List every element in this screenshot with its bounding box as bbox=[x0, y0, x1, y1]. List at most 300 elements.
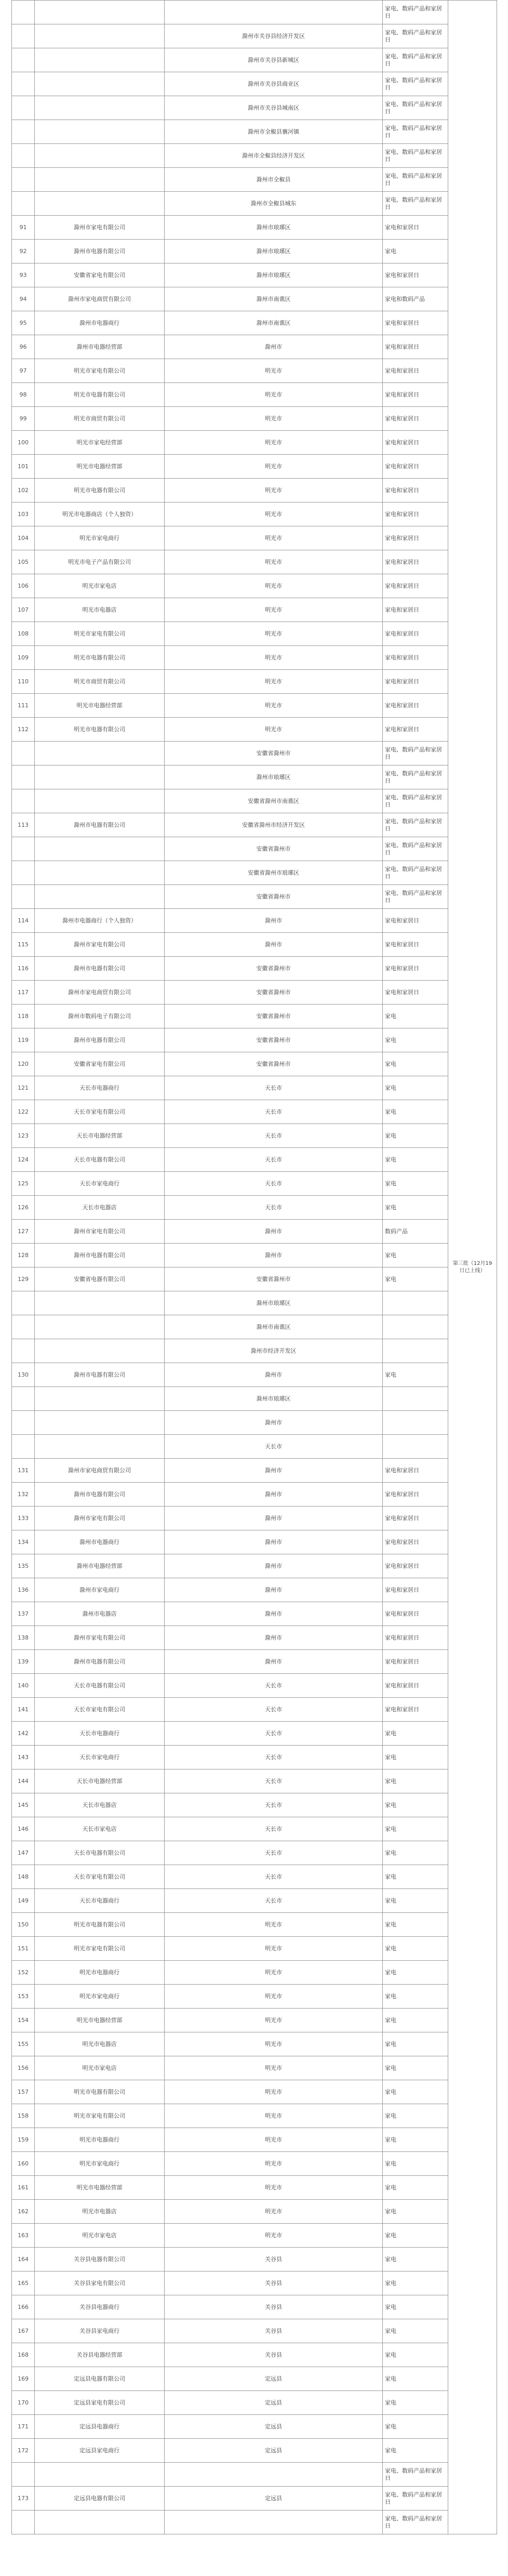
product-category: 家电 bbox=[383, 1028, 448, 1052]
row-number: 151 bbox=[12, 1937, 35, 1961]
product-category: 家电 bbox=[383, 2343, 448, 2367]
merchant-name: 滁州市电器经营部 bbox=[35, 1554, 165, 1578]
row-number: 108 bbox=[12, 622, 35, 646]
table-row bbox=[12, 1626, 497, 1650]
merchant-name: 天长市电器有限公司 bbox=[35, 1841, 165, 1865]
merchant-name: 安徽省家电有限公司 bbox=[35, 263, 165, 287]
product-category: 家电和家居日 bbox=[383, 407, 448, 431]
table-row bbox=[12, 2367, 497, 2391]
table-row bbox=[12, 1076, 497, 1100]
table-row bbox=[12, 2319, 497, 2343]
merchant-name: 明光市商贸有限公司 bbox=[35, 670, 165, 694]
table-row bbox=[12, 1698, 497, 1722]
product-category: 家电和家居日 bbox=[383, 718, 448, 742]
merchant-address: 天长市 bbox=[165, 1674, 383, 1698]
table-row bbox=[12, 503, 497, 526]
row-number: 91 bbox=[12, 216, 35, 240]
merchant-address: 天长市 bbox=[165, 1100, 383, 1124]
merchant-address: 滁州市 bbox=[165, 1507, 383, 1530]
merchant-name: 天长市电器商行 bbox=[35, 1722, 165, 1746]
product-category: 家电、数码产品和家居日 bbox=[383, 72, 448, 96]
table-row bbox=[12, 168, 497, 192]
table-row bbox=[12, 1387, 497, 1411]
merchant-address: 天长市 bbox=[165, 1865, 383, 1889]
row-number bbox=[12, 1291, 35, 1315]
row-number: 101 bbox=[12, 455, 35, 479]
row-number: 147 bbox=[12, 1841, 35, 1865]
product-category: 家电 bbox=[383, 2104, 448, 2128]
table-row bbox=[12, 1363, 497, 1387]
row-number bbox=[12, 1339, 35, 1363]
row-number: 99 bbox=[12, 407, 35, 431]
product-category bbox=[383, 1411, 448, 1435]
product-category: 家电 bbox=[383, 2032, 448, 2056]
row-number bbox=[12, 2511, 35, 2534]
row-number: 154 bbox=[12, 2009, 35, 2032]
merchant-address: 安徽省滁州市 bbox=[165, 742, 383, 765]
merchant-address: 定远县 bbox=[165, 2391, 383, 2415]
row-number: 152 bbox=[12, 1961, 35, 1985]
table-row bbox=[12, 909, 497, 933]
product-category: 家电 bbox=[383, 240, 448, 263]
row-number: 168 bbox=[12, 2343, 35, 2367]
merchant-name: 明光市电器有限公司 bbox=[35, 646, 165, 670]
product-category: 家电、数码产品和家居日 bbox=[383, 120, 448, 144]
merchant-address: 明光市 bbox=[165, 2056, 383, 2080]
row-number: 114 bbox=[12, 909, 35, 933]
table-row bbox=[12, 48, 497, 72]
product-category: 家电 bbox=[383, 2176, 448, 2200]
row-number: 165 bbox=[12, 2271, 35, 2295]
row-number: 97 bbox=[12, 359, 35, 383]
row-number: 128 bbox=[12, 1244, 35, 1267]
merchant-address: 安徽省滁州市 bbox=[165, 1267, 383, 1291]
product-category: 家电 bbox=[383, 2367, 448, 2391]
product-category: 家电和家居日 bbox=[383, 455, 448, 479]
table-row bbox=[12, 1961, 497, 1985]
product-category: 家电 bbox=[383, 1100, 448, 1124]
product-category: 家电、数码产品和家居日 bbox=[383, 789, 448, 813]
merchant-name: 明光市电器店 bbox=[35, 2032, 165, 2056]
product-category: 家电和家居日 bbox=[383, 622, 448, 646]
merchant-address: 滁州市琅琊区 bbox=[165, 1387, 383, 1411]
row-number: 116 bbox=[12, 957, 35, 981]
merchant-address: 滁州市全椒县襄河镇 bbox=[165, 120, 383, 144]
table-row bbox=[12, 718, 497, 742]
merchant-name: 滁州市电器有限公司 bbox=[35, 240, 165, 263]
merchant-address: 定远县 bbox=[165, 2415, 383, 2439]
table-row bbox=[12, 1005, 497, 1028]
table-row bbox=[12, 24, 497, 48]
merchant-address: 滁州市 bbox=[165, 1554, 383, 1578]
merchant-name: 明光市家电有限公司 bbox=[35, 2104, 165, 2128]
row-number bbox=[12, 144, 35, 168]
merchant-name: 安徽省电器有限公司 bbox=[35, 1267, 165, 1291]
product-category: 家电、数码产品和家居日 bbox=[383, 2511, 448, 2534]
merchant-address: 关谷县 bbox=[165, 2295, 383, 2319]
product-category: 家电和家居日 bbox=[383, 1650, 448, 1674]
product-category: 家电、数码产品和家居日 bbox=[383, 2487, 448, 2511]
merchant-name bbox=[35, 72, 165, 96]
product-category: 家电和家居日 bbox=[383, 1578, 448, 1602]
table-row bbox=[12, 1267, 497, 1291]
row-number: 163 bbox=[12, 2224, 35, 2248]
product-category: 家电和家居日 bbox=[383, 1674, 448, 1698]
row-number bbox=[12, 837, 35, 861]
merchant-address: 滁州市 bbox=[165, 1626, 383, 1650]
product-category: 家电、数码产品和家居日 bbox=[383, 861, 448, 885]
merchant-address: 滁州市 bbox=[165, 933, 383, 957]
table-row bbox=[12, 622, 497, 646]
table-row bbox=[12, 694, 497, 718]
row-number: 149 bbox=[12, 1889, 35, 1913]
merchant-address bbox=[165, 1, 383, 24]
merchant-name: 明光市电器有限公司 bbox=[35, 2080, 165, 2104]
row-number bbox=[12, 861, 35, 885]
product-category: 家电 bbox=[383, 1052, 448, 1076]
merchant-address: 滁州市 bbox=[165, 1602, 383, 1626]
row-number: 157 bbox=[12, 2080, 35, 2104]
product-category bbox=[383, 1387, 448, 1411]
product-category: 家电 bbox=[383, 1267, 448, 1291]
merchant-address: 滁州市琅琊区 bbox=[165, 216, 383, 240]
table-row bbox=[12, 120, 497, 144]
merchant-address: 明光市 bbox=[165, 1985, 383, 2009]
product-category: 家电 bbox=[383, 2128, 448, 2152]
table-row bbox=[12, 1937, 497, 1961]
product-category: 家电 bbox=[383, 1124, 448, 1148]
table-row bbox=[12, 670, 497, 694]
merchant-name: 明光市家电有限公司 bbox=[35, 359, 165, 383]
table-row bbox=[12, 2511, 497, 2534]
table-row bbox=[12, 1650, 497, 1674]
merchant-name: 明光市电器经营部 bbox=[35, 455, 165, 479]
merchant-name bbox=[35, 144, 165, 168]
product-category: 家电、数码产品和家居日 bbox=[383, 144, 448, 168]
product-category: 家电和家居日 bbox=[383, 1698, 448, 1722]
merchant-address: 滁州市 bbox=[165, 1578, 383, 1602]
merchant-address: 明光市 bbox=[165, 718, 383, 742]
table-row bbox=[12, 2415, 497, 2439]
merchant-address: 滁州市琅琊区 bbox=[165, 263, 383, 287]
table-row bbox=[12, 861, 497, 885]
row-number: 96 bbox=[12, 335, 35, 359]
row-number: 113 bbox=[12, 813, 35, 837]
merchant-address: 天长市 bbox=[165, 1698, 383, 1722]
row-number: 124 bbox=[12, 1148, 35, 1172]
merchant-name: 滁州市电器有限公司 bbox=[35, 1650, 165, 1674]
table-row bbox=[12, 1052, 497, 1076]
table-row bbox=[12, 1220, 497, 1244]
merchant-name: 滁州市电器有限公司 bbox=[35, 1028, 165, 1052]
row-number: 172 bbox=[12, 2439, 35, 2463]
merchant-address: 明光市 bbox=[165, 2176, 383, 2200]
product-category: 家电和家居日 bbox=[383, 479, 448, 503]
row-number: 169 bbox=[12, 2367, 35, 2391]
product-category: 家电和家居日 bbox=[383, 503, 448, 526]
merchant-address: 天长市 bbox=[165, 1889, 383, 1913]
merchant-name: 滁州市电器商行（个人独资） bbox=[35, 909, 165, 933]
table-row bbox=[12, 1889, 497, 1913]
product-category: 家电、数码产品和家居日 bbox=[383, 885, 448, 909]
row-number: 150 bbox=[12, 1913, 35, 1937]
merchant-name: 明光市家电经营部 bbox=[35, 431, 165, 455]
table-row bbox=[12, 2463, 497, 2487]
merchant-address: 安徽省滁州市 bbox=[165, 981, 383, 1005]
merchant-address: 滁州市 bbox=[165, 335, 383, 359]
merchant-address: 安徽省滁州市 bbox=[165, 1028, 383, 1052]
product-category: 家电 bbox=[383, 1961, 448, 1985]
merchant-name: 定远县电器有限公司 bbox=[35, 2487, 165, 2511]
product-category: 家电和家居日 bbox=[383, 598, 448, 622]
product-category: 家电 bbox=[383, 2319, 448, 2343]
merchant-address: 安徽省滁州市 bbox=[165, 1052, 383, 1076]
row-number bbox=[12, 1315, 35, 1339]
product-category: 家电和家居日 bbox=[383, 1602, 448, 1626]
table-row bbox=[12, 1435, 497, 1459]
row-number: 159 bbox=[12, 2128, 35, 2152]
table-row bbox=[12, 1817, 497, 1841]
merchant-name: 明光市家电商行 bbox=[35, 526, 165, 550]
row-number: 131 bbox=[12, 1459, 35, 1483]
table-row bbox=[12, 455, 497, 479]
merchant-name: 滁州市电器商行 bbox=[35, 1530, 165, 1554]
table-row bbox=[12, 1578, 497, 1602]
merchant-address: 滁州市琅琊区 bbox=[165, 1291, 383, 1315]
row-number: 166 bbox=[12, 2295, 35, 2319]
merchant-name: 天长市电器经营部 bbox=[35, 1769, 165, 1793]
row-number: 144 bbox=[12, 1769, 35, 1793]
merchant-name: 关谷县电器商行 bbox=[35, 2295, 165, 2319]
product-category: 家电 bbox=[383, 2439, 448, 2463]
table-row bbox=[12, 957, 497, 981]
table-row bbox=[12, 742, 497, 765]
row-number: 121 bbox=[12, 1076, 35, 1100]
row-number: 107 bbox=[12, 598, 35, 622]
merchant-address: 明光市 bbox=[165, 550, 383, 574]
table-row bbox=[12, 2224, 497, 2248]
product-category: 家电、数码产品和家居日 bbox=[383, 1, 448, 24]
merchant-name bbox=[35, 765, 165, 789]
product-category: 家电和家居日 bbox=[383, 335, 448, 359]
merchant-name: 滁州市家电有限公司 bbox=[35, 1626, 165, 1650]
merchant-name: 天长市家电商行 bbox=[35, 1172, 165, 1196]
merchant-name bbox=[35, 1435, 165, 1459]
row-number: 126 bbox=[12, 1196, 35, 1220]
table-row bbox=[12, 1793, 497, 1817]
merchant-address: 明光市 bbox=[165, 503, 383, 526]
row-number: 110 bbox=[12, 670, 35, 694]
merchant-address: 明光市 bbox=[165, 598, 383, 622]
row-number: 161 bbox=[12, 2176, 35, 2200]
merchant-name: 明光市家电店 bbox=[35, 2224, 165, 2248]
merchant-address: 滁州市关谷县新城区 bbox=[165, 48, 383, 72]
table-row bbox=[12, 1769, 497, 1793]
table-row bbox=[12, 96, 497, 120]
merchant-address: 明光市 bbox=[165, 574, 383, 598]
merchant-name: 明光市电器有限公司 bbox=[35, 1913, 165, 1937]
merchant-address: 明光市 bbox=[165, 2128, 383, 2152]
table-row bbox=[12, 885, 497, 909]
table-row bbox=[12, 765, 497, 789]
merchant-address: 滁州市全椒县城东 bbox=[165, 192, 383, 216]
row-number: 135 bbox=[12, 1554, 35, 1578]
row-number: 173 bbox=[12, 2487, 35, 2511]
merchant-address: 滁州市关谷县商业区 bbox=[165, 72, 383, 96]
product-category: 家电和家居日 bbox=[383, 646, 448, 670]
product-category: 家电、数码产品和家居日 bbox=[383, 192, 448, 216]
product-category: 家电和家居日 bbox=[383, 216, 448, 240]
product-category: 家电 bbox=[383, 1985, 448, 2009]
product-category bbox=[383, 1339, 448, 1363]
table-row bbox=[12, 1, 497, 24]
product-category: 家电 bbox=[383, 2200, 448, 2224]
merchant-name bbox=[35, 1339, 165, 1363]
merchant-address: 明光市 bbox=[165, 646, 383, 670]
product-category: 家电和家居日 bbox=[383, 981, 448, 1005]
merchant-name bbox=[35, 24, 165, 48]
merchant-address: 安徽省滁州市 bbox=[165, 837, 383, 861]
product-category: 家电 bbox=[383, 1841, 448, 1865]
row-number: 127 bbox=[12, 1220, 35, 1244]
merchant-name: 滁州市数码电子有限公司 bbox=[35, 1005, 165, 1028]
merchant-address: 滁州市 bbox=[165, 1530, 383, 1554]
merchant-address bbox=[165, 2511, 383, 2534]
merchant-name: 定远县家电有限公司 bbox=[35, 2391, 165, 2415]
merchant-name: 天长市家电商行 bbox=[35, 1746, 165, 1769]
merchant-address: 滁州市全椒县经济开发区 bbox=[165, 144, 383, 168]
merchant-address: 定远县 bbox=[165, 2487, 383, 2511]
row-number: 118 bbox=[12, 1005, 35, 1028]
merchant-name: 滁州市电器有限公司 bbox=[35, 1244, 165, 1267]
merchant-address: 明光市 bbox=[165, 670, 383, 694]
table-row bbox=[12, 598, 497, 622]
merchant-address: 明光市 bbox=[165, 2200, 383, 2224]
merchant-address: 定远县 bbox=[165, 2367, 383, 2391]
row-number: 115 bbox=[12, 933, 35, 957]
table-row bbox=[12, 1554, 497, 1578]
merchant-name: 明光市电器店 bbox=[35, 598, 165, 622]
row-number: 92 bbox=[12, 240, 35, 263]
row-number: 133 bbox=[12, 1507, 35, 1530]
merchant-name bbox=[35, 168, 165, 192]
row-number: 142 bbox=[12, 1722, 35, 1746]
merchant-name: 天长市电器商行 bbox=[35, 1889, 165, 1913]
product-category: 家电、数码产品和家居日 bbox=[383, 765, 448, 789]
row-number bbox=[12, 1, 35, 24]
product-category: 家电 bbox=[383, 1363, 448, 1387]
product-category: 家电和家居日 bbox=[383, 263, 448, 287]
product-category: 家电 bbox=[383, 1746, 448, 1769]
product-category: 家电 bbox=[383, 2056, 448, 2080]
merchant-address: 天长市 bbox=[165, 1076, 383, 1100]
table-row bbox=[12, 216, 497, 240]
table-row bbox=[12, 1913, 497, 1937]
row-number: 120 bbox=[12, 1052, 35, 1076]
merchant-name: 滁州市电器商行 bbox=[35, 311, 165, 335]
merchant-name: 明光市电器经营部 bbox=[35, 2009, 165, 2032]
row-number: 164 bbox=[12, 2248, 35, 2271]
merchant-address: 关谷县 bbox=[165, 2319, 383, 2343]
product-category: 家电和家居日 bbox=[383, 1507, 448, 1530]
table-row bbox=[12, 1339, 497, 1363]
product-category: 家电、数码产品和家居日 bbox=[383, 24, 448, 48]
merchant-address: 明光市 bbox=[165, 455, 383, 479]
table-row bbox=[12, 1315, 497, 1339]
table-row bbox=[12, 2295, 497, 2319]
row-number: 104 bbox=[12, 526, 35, 550]
table-row bbox=[12, 1841, 497, 1865]
batch-label: 第三批（12月19日已上线） bbox=[448, 1, 497, 2534]
merchant-name bbox=[35, 1315, 165, 1339]
table-row bbox=[12, 1459, 497, 1483]
row-number: 140 bbox=[12, 1674, 35, 1698]
row-number: 125 bbox=[12, 1172, 35, 1196]
merchant-name: 明光市电器有限公司 bbox=[35, 479, 165, 503]
row-number: 146 bbox=[12, 1817, 35, 1841]
merchant-name: 天长市电器经营部 bbox=[35, 1124, 165, 1148]
table-row bbox=[12, 2104, 497, 2128]
row-number: 132 bbox=[12, 1483, 35, 1507]
merchant-address bbox=[165, 2463, 383, 2487]
product-category: 家电和家居日 bbox=[383, 431, 448, 455]
row-number: 143 bbox=[12, 1746, 35, 1769]
merchant-address: 滁州市关谷县城南区 bbox=[165, 96, 383, 120]
table-row bbox=[12, 1602, 497, 1626]
merchant-name: 明光市电子产品有限公司 bbox=[35, 550, 165, 574]
product-category: 家电 bbox=[383, 2415, 448, 2439]
table-row bbox=[12, 263, 497, 287]
product-category: 家电和家居日 bbox=[383, 694, 448, 718]
table-row bbox=[12, 383, 497, 407]
merchant-name: 明光市电器店 bbox=[35, 2200, 165, 2224]
row-number: 155 bbox=[12, 2032, 35, 2056]
product-category: 数码产品 bbox=[383, 1220, 448, 1244]
merchant-address: 滁州市全椒县 bbox=[165, 168, 383, 192]
merchant-address: 天长市 bbox=[165, 1793, 383, 1817]
merchant-name bbox=[35, 120, 165, 144]
product-category: 家电 bbox=[383, 1172, 448, 1196]
merchant-address: 滁州市南谯区 bbox=[165, 287, 383, 311]
row-number: 171 bbox=[12, 2415, 35, 2439]
row-number bbox=[12, 192, 35, 216]
row-number bbox=[12, 72, 35, 96]
merchant-name: 滁州市电器经营部 bbox=[35, 335, 165, 359]
table-row bbox=[12, 240, 497, 263]
merchant-name: 明光市电器商行 bbox=[35, 1961, 165, 1985]
row-number: 119 bbox=[12, 1028, 35, 1052]
row-number: 134 bbox=[12, 1530, 35, 1554]
merchant-address: 明光市 bbox=[165, 2104, 383, 2128]
table-row bbox=[12, 981, 497, 1005]
row-number bbox=[12, 48, 35, 72]
merchant-name: 安徽省家电有限公司 bbox=[35, 1052, 165, 1076]
table-row bbox=[12, 574, 497, 598]
merchant-name bbox=[35, 1387, 165, 1411]
merchant-address: 滁州市南谯区 bbox=[165, 1315, 383, 1339]
product-category bbox=[383, 1315, 448, 1339]
product-category: 家电、数码产品和家居日 bbox=[383, 48, 448, 72]
merchant-address: 明光市 bbox=[165, 526, 383, 550]
merchant-name: 天长市家电有限公司 bbox=[35, 1865, 165, 1889]
row-number bbox=[12, 885, 35, 909]
merchant-name: 滁州市家电有限公司 bbox=[35, 1507, 165, 1530]
product-category: 家电 bbox=[383, 1722, 448, 1746]
merchant-address: 明光市 bbox=[165, 1961, 383, 1985]
row-number: 130 bbox=[12, 1363, 35, 1387]
row-number: 123 bbox=[12, 1124, 35, 1148]
merchant-name: 明光市电器经营部 bbox=[35, 2176, 165, 2200]
